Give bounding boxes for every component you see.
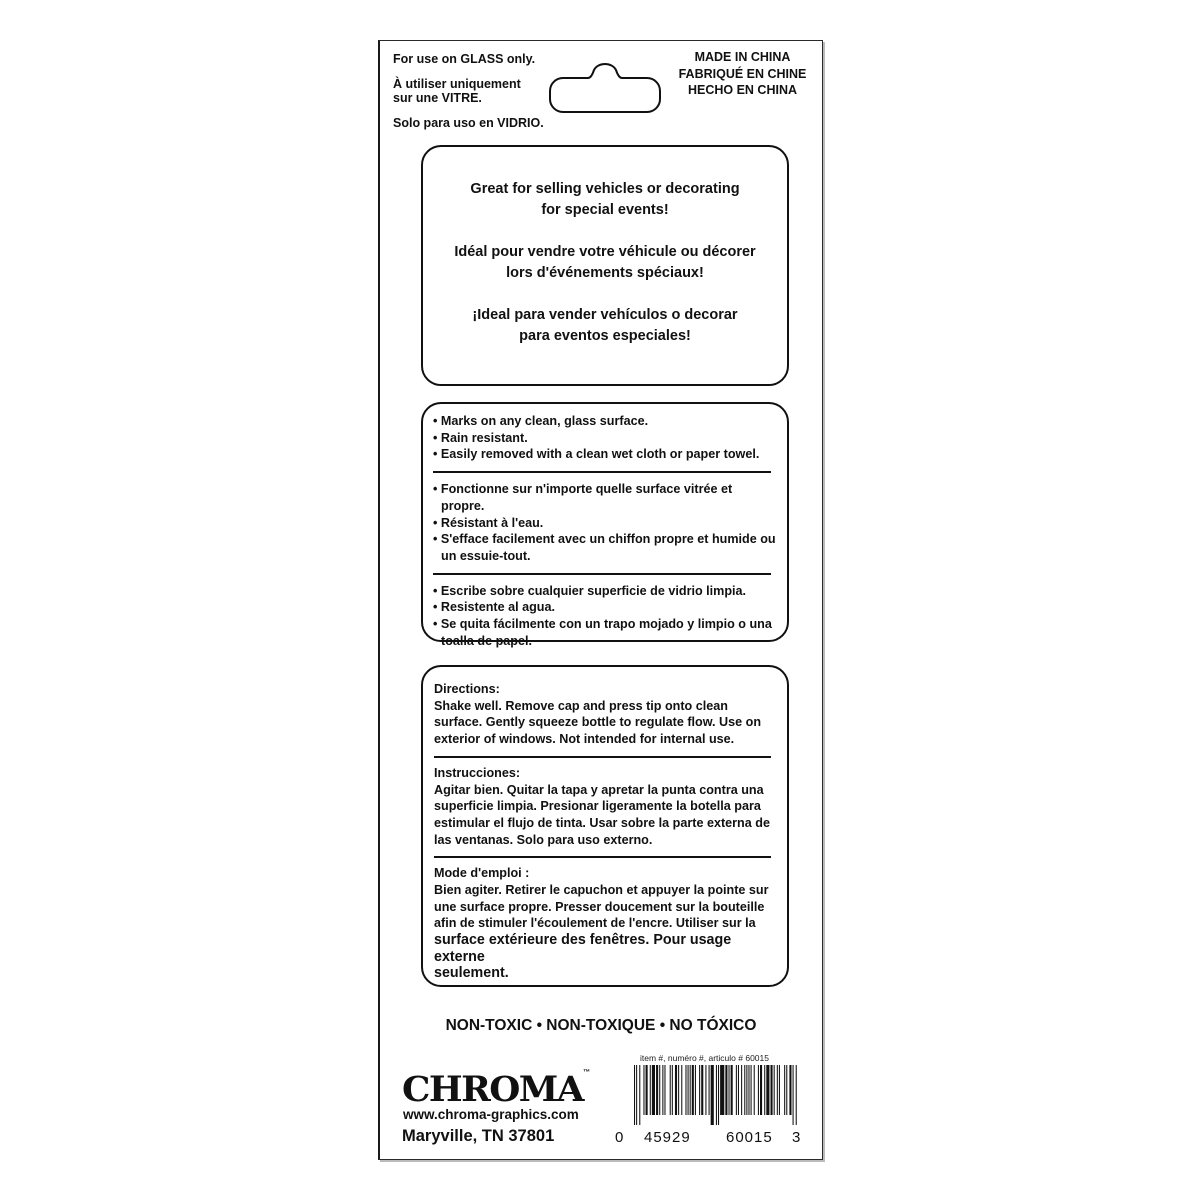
barcode-bar: [796, 1065, 797, 1125]
barcode-bar: [754, 1065, 755, 1115]
barcode-bar: [690, 1065, 691, 1115]
directions-body-en: Shake well. Remove cap and press tip onto clean surface. Gently squeeze bottle to regulate flow. Use on exterior of windows. Not intended for internal use.: [434, 698, 762, 747]
barcode-bar: [705, 1065, 706, 1115]
barcode-bar: [716, 1065, 717, 1125]
barcode-bar: [664, 1065, 665, 1115]
barcode-bar: [736, 1065, 737, 1115]
barcode-bar: [634, 1065, 635, 1125]
barcode-bar: [662, 1065, 663, 1115]
barcode-bar: [779, 1065, 780, 1115]
barcode-bar: [678, 1065, 679, 1115]
glass-only-fr-line1: À utiliser uniquement: [393, 77, 521, 91]
directions-title-es: Instrucciones:: [434, 765, 521, 780]
barcode-bar: [766, 1065, 769, 1115]
barcode-bar: [699, 1065, 700, 1115]
glass-only-notice: [393, 52, 573, 141]
barcode-digit-left: 0: [615, 1129, 624, 1146]
barcode-bar: [731, 1065, 733, 1115]
barcode-bar: [746, 1065, 747, 1115]
location-text: Maryville, TN 37801: [402, 1127, 555, 1145]
barcode-bar: [636, 1065, 637, 1125]
feature-item: • Marks on any clean, glass surface.: [433, 414, 649, 428]
barcode-bar: [643, 1065, 644, 1115]
divider: [433, 573, 771, 575]
glass-only-en: For use on GLASS only.: [393, 52, 536, 66]
barcode-bar: [793, 1065, 794, 1125]
chroma-logo: [402, 1069, 590, 1110]
directions-title-fr: Mode d'emploi :: [434, 866, 530, 881]
barcode-bar: [709, 1065, 710, 1115]
features-en: [433, 413, 777, 463]
divider: [433, 471, 771, 473]
trademark-mark: ™: [582, 1069, 591, 1076]
barcode-bar: [718, 1065, 719, 1125]
barcode-bar: [789, 1065, 791, 1115]
feature-item: • Rain resistant.: [433, 430, 528, 445]
barcode-bar: [656, 1065, 658, 1115]
non-toxic-label: NON-TOXIC • NON-TOXIQUE • NO TÓXICO: [445, 1017, 757, 1034]
barcode-bar: [659, 1065, 660, 1115]
barcode-digit-right: 3: [792, 1129, 801, 1146]
barcode-bar: [670, 1065, 671, 1115]
barcode-bar: [777, 1065, 778, 1115]
directions-body-fr-2: surface extérieure des fenêtres. Pour usage externe: [434, 932, 732, 965]
intro-box: [421, 145, 789, 386]
barcode-bar: [711, 1065, 714, 1125]
glass-only-fr-line2: sur une VITRE.: [393, 91, 482, 105]
made-in-china-es: HECHO EN CHINA: [687, 83, 798, 97]
directions-box: [421, 665, 789, 987]
barcode-bar: [681, 1065, 682, 1115]
barcode-bar: [758, 1065, 759, 1115]
barcode-bar: [675, 1065, 677, 1115]
barcode-bar: [720, 1065, 724, 1115]
barcode-bar: [729, 1065, 730, 1115]
feature-item: • Se quita fácilmente con un trapo mojado y limpio o una toalla de papel.: [433, 617, 772, 648]
country-of-origin: [670, 49, 815, 99]
upc-barcode: [634, 1065, 800, 1125]
barcode-bar: [786, 1065, 787, 1115]
barcode-bar: [695, 1065, 696, 1115]
feature-item: • Résistant à l'eau.: [433, 515, 544, 530]
barcode-bar: [738, 1065, 739, 1115]
feature-item: • Resistente al agua.: [433, 600, 555, 615]
website-text: www.chroma-graphics.com: [403, 1107, 579, 1122]
item-number: item #, numéro #, articulo # 60015: [640, 1053, 769, 1063]
barcode-bar: [646, 1065, 648, 1115]
barcode-bar: [760, 1065, 762, 1115]
barcode-bar: [784, 1065, 785, 1115]
barcode-bar: [774, 1065, 775, 1115]
features-box: [421, 402, 789, 648]
barcode-bar: [701, 1065, 703, 1115]
features-es: [433, 583, 777, 650]
barcode-bar: [688, 1065, 689, 1115]
barcode-bar: [685, 1065, 686, 1115]
barcode-bar: [764, 1065, 765, 1115]
barcode-bar: [652, 1065, 655, 1115]
feature-item: • Escribe sobre cualquier superficie de vidrio limpia.: [433, 583, 747, 598]
logo-text: CHROMA: [402, 1069, 583, 1110]
barcode-group-left: 45929: [644, 1129, 691, 1146]
directions-title-en: Directions:: [434, 682, 500, 696]
intro-fr: Idéal pour vendre votre véhicule ou décorer lors d'événements spéciaux!: [454, 244, 756, 281]
barcode-bar: [639, 1065, 640, 1125]
barcode-bar: [751, 1065, 752, 1115]
directions-body-fr: Bien agiter. Retirer le capuchon et appuyer la pointe sur une surface propre. Presser doucement sur la bouteille afin de stimuler l'écoulement de l'encre. Utiliser sur la: [434, 883, 769, 931]
features-fr: [433, 481, 777, 565]
intro-en: Great for selling vehicles or decorating for special events!: [470, 181, 740, 218]
directions-body-fr-3: seulement.: [434, 965, 509, 982]
barcode-bar: [725, 1065, 727, 1115]
feature-item: • S'efface facilement avec un chiffon propre et humide ou un essuie-tout.: [433, 532, 776, 563]
hang-hole-icon: [548, 62, 662, 114]
barcode-bar: [744, 1065, 745, 1115]
made-in-china-fr: FABRIQUÉ EN CHINE: [678, 66, 807, 81]
barcode-bar: [748, 1065, 749, 1115]
barcode-bar: [672, 1065, 673, 1115]
made-in-china-en: MADE IN CHINA: [694, 50, 791, 64]
barcode-bar: [692, 1065, 694, 1115]
divider: [434, 856, 771, 858]
barcode-bar: [771, 1065, 773, 1115]
intro-es: ¡Ideal para vender vehículos o decorar para eventos especiales!: [472, 307, 738, 344]
package-back-card: [378, 40, 823, 1160]
divider: [434, 756, 771, 758]
glass-only-es: Solo para uso en VIDRIO.: [393, 116, 544, 130]
feature-item: • Easily removed with a clean wet cloth or paper towel.: [433, 447, 760, 462]
barcode-bar: [650, 1065, 651, 1115]
feature-item: • Fonctionne sur n'importe quelle surface vitrée et propre.: [433, 482, 733, 513]
barcode-group-right: 60015: [726, 1129, 773, 1146]
barcode-bar: [741, 1065, 742, 1115]
directions-body-es: Agitar bien. Quitar la tapa y apretar la punta contra una superficie limpia. Presionar ligeramente la botella para estimular el flujo de tinta. Usar sobre la parte externa de las ventanas. Solo para uso externo.: [434, 782, 770, 847]
